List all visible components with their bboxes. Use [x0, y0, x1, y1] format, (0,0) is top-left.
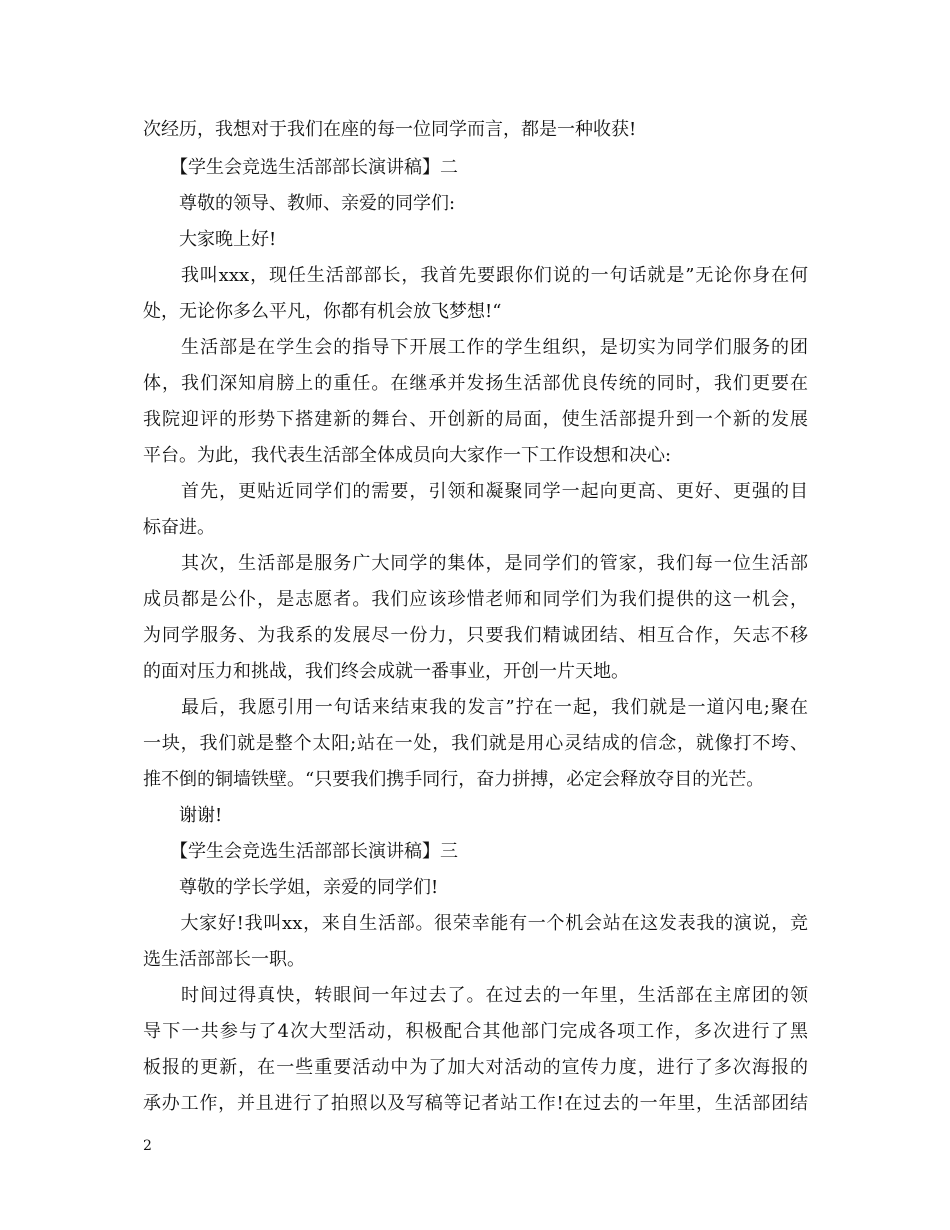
- text-line: 为同学服务、为我系的发展尽一份力，只要我们精诚团结、相互合作，矢志不移: [143, 625, 808, 646]
- text-line: 首先，更贴近同学们的需要，引领和凝聚同学一起向更高、更好、更强的目: [143, 481, 808, 502]
- text-line: 承办工作，并且进行了拍照以及写稿等记者站工作!在过去的一年里，生活部团结: [143, 1093, 808, 1114]
- text-line: 板报的更新，在一些重要活动中为了加大对活动的宣传力度，进行了多次海报的: [143, 1057, 808, 1078]
- text-line: 尊敬的领导、教师、亲爱的同学们:: [143, 193, 456, 214]
- text-line: 尊敬的学长学姐，亲爱的同学们!: [143, 877, 439, 898]
- text-line: 谢谢!: [143, 805, 223, 826]
- text-line: 大家好!我叫xx，来自生活部。很荣幸能有一个机会站在这发表我的演说，竞: [143, 913, 808, 934]
- section-heading: 【学生会竞选生活部部长演讲稿】三: [143, 841, 458, 862]
- page-number: 2: [143, 1138, 152, 1154]
- text-line: 的面对压力和挑战，我们终会成就一番事业，开创一片天地。: [143, 661, 629, 682]
- text-line: 时间过得真快，转眼间一年过去了。在过去的一年里，生活部在主席团的领: [143, 985, 808, 1006]
- text-line: 平台。为此，我代表生活部全体成员向大家作一下工作设想和决心:: [143, 445, 672, 466]
- text-line: 处，无论你多么平凡，你都有机会放飞梦想!“: [143, 301, 502, 322]
- text-line: 体，我们深知肩膀上的重任。在继承并发扬生活部优良传统的同时，我们更要在: [143, 373, 808, 394]
- text-line: 其次，生活部是服务广大同学的集体，是同学们的管家，我们每一位生活部: [143, 553, 808, 574]
- text-line: 标奋进。: [143, 517, 215, 538]
- text-line: 我院迎评的形势下搭建新的舞台、开创新的局面，使生活部提升到一个新的发展: [143, 409, 808, 430]
- section-heading: 【学生会竞选生活部部长演讲稿】二: [143, 157, 458, 178]
- text-line: 推不倒的铜墙铁壁。“只要我们携手同行，奋力拼搏，必定会释放夺目的光芒。: [143, 769, 765, 790]
- text-line: 一块，我们就是整个太阳;站在一处，我们就是用心灵结成的信念，就像打不垮、: [143, 733, 808, 754]
- text-line: 次经历，我想对于我们在座的每一位同学而言，都是一种收获!: [143, 119, 637, 140]
- text-line: 成员都是公仆，是志愿者。我们应该珍惜老师和同学们为我们提供的这一机会，: [143, 589, 808, 610]
- text-line: 大家晚上好!: [143, 229, 277, 250]
- text-line: 最后，我愿引用一句话来结束我的发言”拧在一起，我们就是一道闪电;聚在: [143, 697, 808, 718]
- text-line: 选生活部部长一职。: [143, 949, 305, 970]
- text-line: 生活部是在学生会的指导下开展工作的学生组织，是切实为同学们服务的团: [143, 337, 808, 358]
- text-line: 导下一共参与了4次大型活动，积极配合其他部门完成各项工作，多次进行了黑: [143, 1021, 808, 1042]
- text-line: 我叫xxx，现任生活部部长，我首先要跟你们说的一句话就是”无论你身在何: [143, 265, 808, 286]
